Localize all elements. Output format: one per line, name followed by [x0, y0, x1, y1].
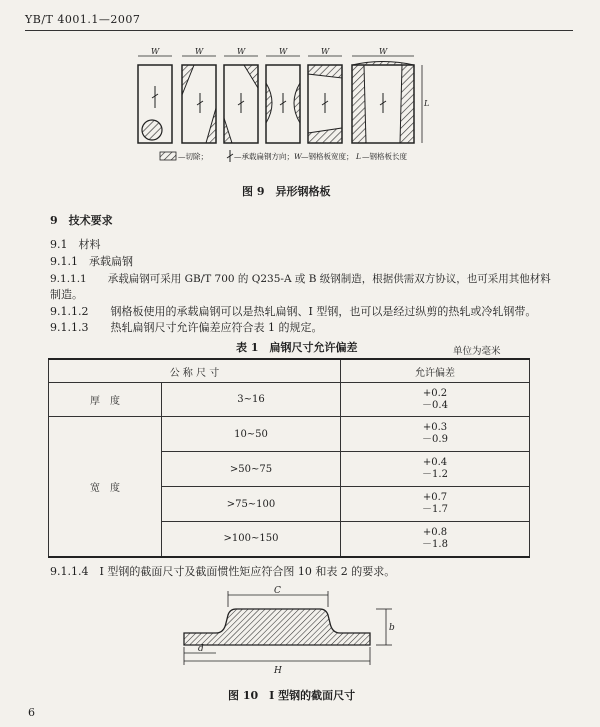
section-heading: 9 技术要求	[50, 214, 113, 227]
table1-unit: 单位为毫米	[453, 346, 501, 357]
subsection-materials: 9.1 材料	[50, 238, 101, 251]
dim-w-6: W	[379, 48, 388, 56]
dim-w-4: W	[279, 48, 288, 56]
tolerance-cell	[341, 522, 530, 557]
tol-plus: +0.8	[422, 526, 448, 538]
dim-d: d	[198, 644, 204, 654]
dim-w-3: W	[237, 48, 246, 56]
table-header-size: 公 称 尺 寸	[49, 359, 341, 383]
para-9114: 9.1.1.4 I 型钢的截面尺寸及截面惯性矩应符合图 10 和表 2 的要求。	[50, 565, 396, 578]
tol-plus: +0.3	[422, 422, 448, 433]
tol-minus: －0.4	[422, 399, 448, 411]
dim-c: C	[274, 586, 281, 596]
legend-w-symbol: W	[294, 152, 302, 161]
size-cell: >50~75	[162, 452, 341, 487]
table1-title: 表 1 扁钢尺寸允许偏差	[236, 341, 358, 354]
figure10-drawing	[172, 583, 398, 675]
legend-direction: —承载扁钢方向；	[234, 152, 294, 161]
subsection-flat-bar: 9.1.1 承载扁钢	[50, 255, 133, 268]
figure9-caption: 图 9 异形钢格板	[242, 185, 331, 198]
size-cell: 10~50	[162, 417, 341, 452]
tol-plus: +0.4	[422, 457, 448, 468]
size-cell: >75~100	[162, 487, 341, 522]
tol-minus: －1.8	[422, 538, 448, 550]
tol-plus: +0.2	[422, 387, 448, 399]
tol-minus: －0.9	[422, 434, 448, 445]
table-row	[49, 383, 530, 417]
size-cell: 3~16	[162, 383, 341, 417]
header-rule	[25, 30, 573, 31]
size-cell: >100~150	[162, 522, 341, 557]
legend-cut: —切除；	[178, 152, 208, 161]
dim-h: H	[274, 666, 282, 675]
dim-b: b	[389, 623, 395, 633]
legend-l-symbol: L	[356, 152, 361, 161]
page-number: 6	[28, 706, 35, 719]
tolerance-cell	[341, 417, 530, 452]
figure10-caption: 图 10 I 型钢的截面尺寸	[228, 689, 356, 702]
tolerance-cell	[341, 452, 530, 487]
legend-w: —钢格板宽度；	[301, 152, 354, 161]
tolerance-table	[48, 358, 530, 558]
tol-plus: +0.7	[422, 492, 448, 503]
dim-w-5: W	[321, 48, 330, 56]
dim-w-2: W	[195, 48, 204, 56]
table-header-tolerance: 允许偏差	[341, 359, 530, 383]
para-9111-line1: 9.1.1.1 承载扁钢可采用 GB/T 700 的 Q235-A 或 B 级钢制造，根据供需双方协议，也可采用其他材料	[50, 273, 551, 285]
para-9111-line2: 制造。	[50, 288, 83, 301]
figure9-drawing	[120, 48, 430, 180]
legend-cut-swatch	[160, 152, 176, 160]
legend-l: —钢格板长度	[362, 152, 407, 161]
tol-minus: －1.7	[422, 504, 448, 515]
width-label: 宽 度	[49, 417, 162, 557]
tolerance-cell	[341, 487, 530, 522]
dim-w-1: W	[151, 48, 160, 56]
tol-minus: －1.2	[422, 469, 448, 480]
para-9112: 9.1.1.2 钢格板使用的承载扁钢可以是热轧扁钢、I 型钢，也可以是经过纵剪的热轧或冷轧钢带。	[50, 305, 537, 318]
table-row	[49, 417, 530, 452]
doc-header: YB/T 4001.1—2007	[25, 13, 141, 26]
tolerance-cell	[341, 383, 530, 417]
thickness-label: 厚 度	[49, 383, 162, 417]
dim-l: L	[424, 99, 430, 108]
para-9113: 9.1.1.3 热轧扁钢尺寸允许偏差应符合表 1 的规定。	[50, 321, 323, 334]
